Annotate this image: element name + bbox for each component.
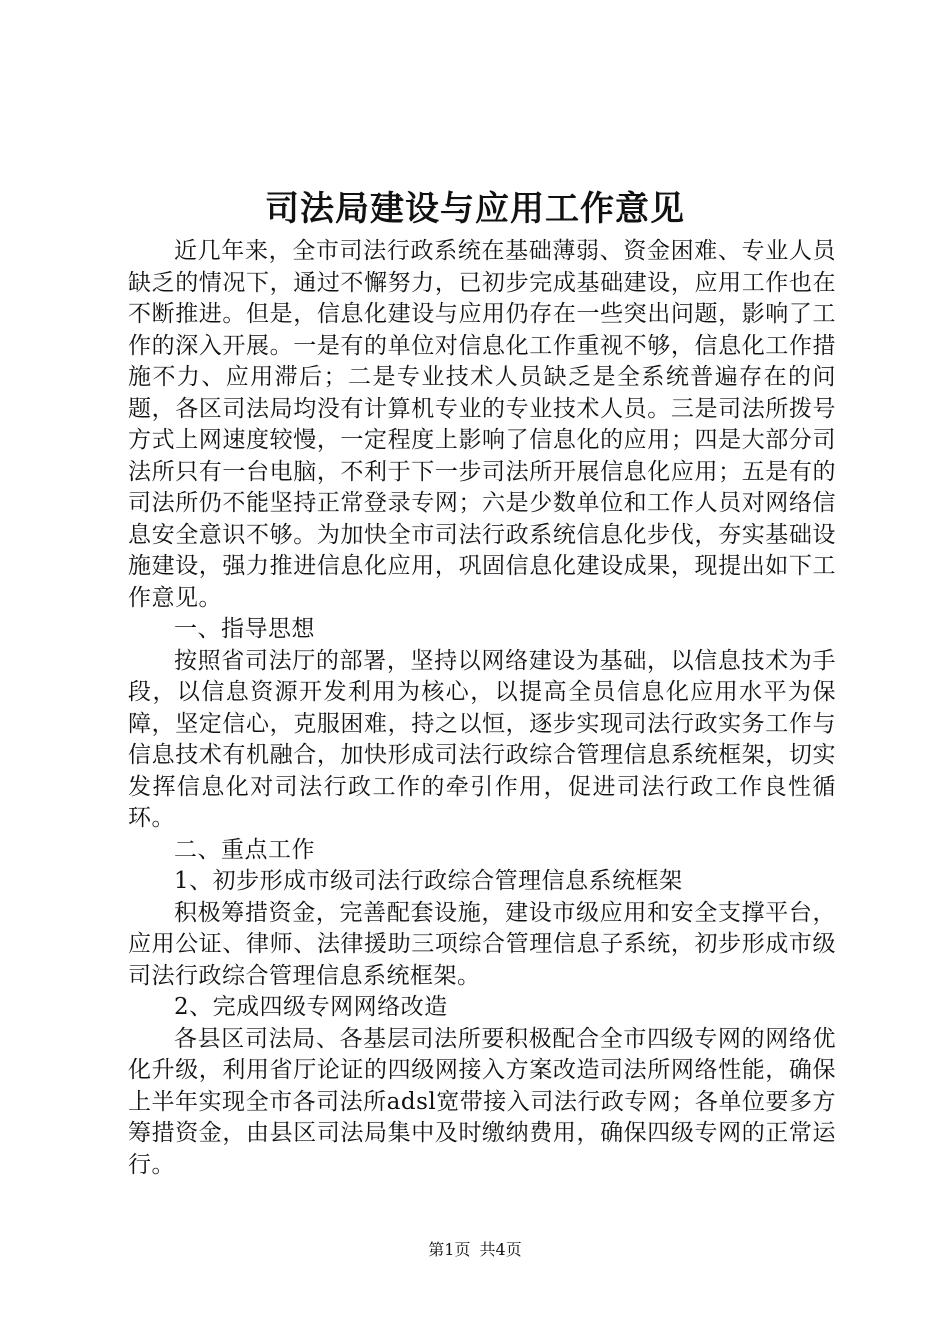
page-footer (0, 1239, 950, 1261)
framework-paragraph: 积极筹措资金，完善配套设施，建设市级应用和安全支撑平台，应用公证、律师、法律援助三项综合管理信息子系统，初步形成市级司法行政综合管理信息系统框架。 (128, 899, 836, 989)
intro-paragraph: 近几年来，全市司法行政系统在基础薄弱、资金困难、专业人员缺乏的情况下，通过不懈努力，已初步完成基础建设，应用工作也在不断推进。但是，信息化建设与应用仍存在一些突出问题，影响了工作的深入开展。一是有的单位对信息化工作重视不够，信息化工作措施不力、应用滞后；二是专业技术人员缺乏是全系统普遍存在的问题，各区司法局均没有计算机专业的专业技术人员。三是司法所拨号方式上网速度较慢，一定程度上影响了信息化的应用；四是大部分司法所只有一台电脑，不利于下一步司法所开展信息化应用；五是有的司法所仍不能坚持正常登录专网；六是少数单位和工作人员对网络信息安全意识不够。为加快全市司法行政系统信息化步伐，夯实基础设施建设，强力推进信息化应用，巩固信息化建设成果，现提出如下工作意见。 (128, 238, 836, 611)
section-heading-guiding-thought: 一、指导思想 (174, 616, 315, 642)
page-total: 共4页 (479, 1240, 522, 1259)
section-heading-key-work: 二、重点工作 (174, 836, 315, 863)
guiding-thought-paragraph: 按照省司法厅的部署，坚持以网络建设为基础，以信息技术为手段，以信息资源开发利用为核心，以提高全员信息化应用水平为保障，坚定信心，克服困难，持之以恒，逐步实现司法行政实务工作与信息技术有机融合，加快形成司法行政综合管理信息系统框架，切实发挥信息化对司法行政工作的牵引作用，促进司法行政工作良性循环。 (128, 647, 836, 831)
document-body (128, 236, 836, 1181)
network-paragraph: 各县区司法局、各基层司法所要积极配合全市四级专网的网络优化升级，利用省厅论证的四级网接入方案改造司法所网络性能，确保上半年实现全市各司法所adsl宽带接入司法行政专网；各单位要多方筹措资金，由县区司法局集中及时缴纳费用，确保四级专网的正常运行。 (128, 1025, 836, 1178)
subheading-network: 2、完成四级专网网络改造 (174, 994, 448, 1020)
page-number: 第1页 (428, 1240, 471, 1259)
document-title: 司法局建设与应用工作意见 (265, 189, 685, 229)
subheading-framework: 1、初步形成市级司法行政综合管理信息系统框架 (174, 868, 683, 894)
